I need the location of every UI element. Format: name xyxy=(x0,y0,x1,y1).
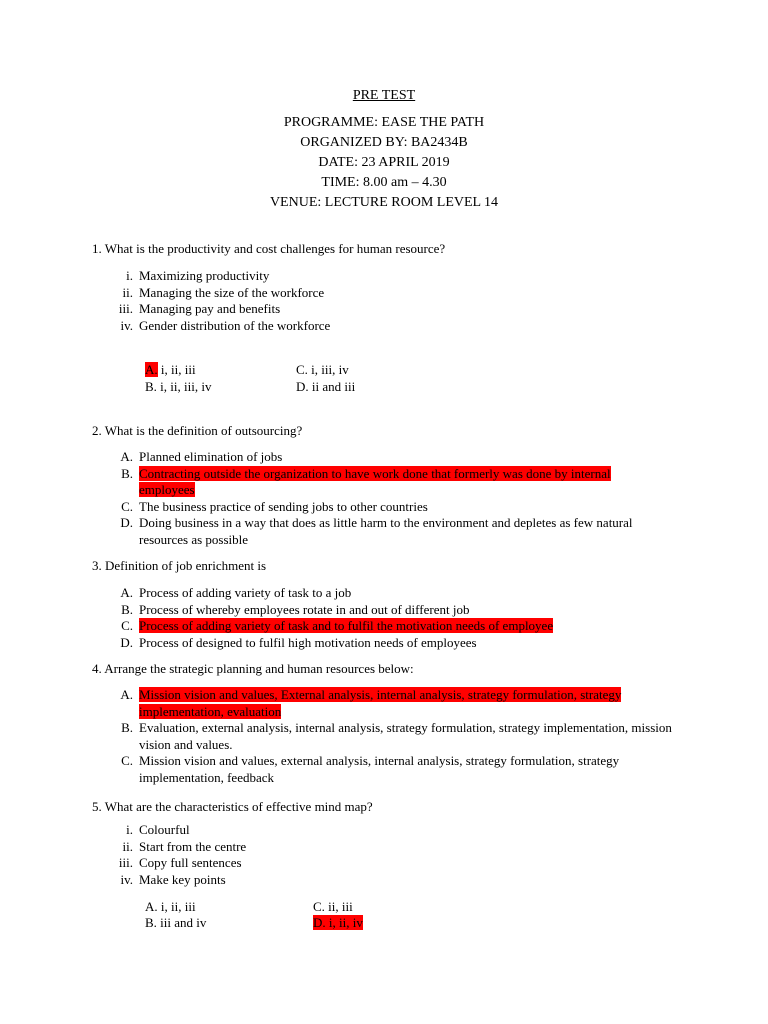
programme-line: PROGRAMME: EASE THE PATH xyxy=(283,115,485,130)
question-5-options xyxy=(90,822,690,888)
list-item: ii. Managing the size of the workforce xyxy=(122,284,325,300)
answer-choice: A. i, ii, iii xyxy=(145,899,196,914)
list-item: A. Planned elimination of jobs xyxy=(120,449,283,464)
list-item: iii. Copy full sentences xyxy=(118,855,242,870)
answer-choice: D. ii and iii xyxy=(296,379,356,394)
question-4-options xyxy=(90,687,690,786)
list-item: A. Process of adding variety of task to a job xyxy=(120,585,352,600)
answer-choice: B. iii and iv xyxy=(145,915,207,930)
answer-choice: C. i, iii, iv xyxy=(296,362,349,377)
list-item: C. Mission vision and values, external analysis, internal analysis, strategy formulation, strategy implementation, feedback xyxy=(121,753,620,785)
question-5: 5. What are the characteristics of effective mind map? xyxy=(92,799,373,814)
list-item: iv. Make key points xyxy=(120,871,226,887)
list-item: iii. Managing pay and benefits xyxy=(118,301,281,316)
list-item: iv. Gender distribution of the workforce xyxy=(120,317,331,333)
answer-choice: B. i, ii, iii, iv xyxy=(145,379,212,394)
answer-choice: A. i, ii, iii xyxy=(145,362,196,377)
list-item: B. Evaluation, external analysis, internal analysis, strategy formulation, strategy implementation, mission vision and values. xyxy=(121,720,672,752)
question-2-options xyxy=(90,449,690,548)
time-line: TIME: 8.00 am – 4.30 xyxy=(321,175,447,190)
list-item: i. Maximizing productivity xyxy=(126,268,270,283)
list-item: i. Colourful xyxy=(126,822,190,837)
list-item: D. Process of designed to fulfil high motivation needs of employees xyxy=(120,634,477,650)
list-item: D. Doing business in a way that does as little harm to the environment and depletes as few natural resources as possible xyxy=(120,515,633,547)
answer-choice: C. ii, iii xyxy=(313,899,353,914)
question-2: 2. What is the definition of outsourcing? xyxy=(92,423,303,438)
list-item: A. Mission vision and values, External analysis, internal analysis, strategy formulation, strategy implementation, evaluation xyxy=(120,687,622,719)
list-item: C. Process of adding variety of task and to fulfil the motivation needs of employee xyxy=(121,618,554,633)
answer-choice: D. i, ii, iv xyxy=(313,915,363,930)
question-3-options xyxy=(90,585,690,651)
list-item: B. Contracting outside the organization to have work done that formerly was done by internal employees xyxy=(121,465,611,497)
list-item: B. Process of whereby employees rotate in and out of different job xyxy=(121,601,470,617)
organizer-line: ORGANIZED BY: BA2434B xyxy=(300,135,468,150)
list-item: ii. Start from the centre xyxy=(122,838,247,854)
question-1: 1. What is the productivity and cost challenges for human resource? xyxy=(92,241,446,256)
list-item: C. The business practice of sending jobs to other countries xyxy=(121,498,428,514)
question-3: 3. Definition of job enrichment is xyxy=(92,558,267,573)
venue-line: VENUE: LECTURE ROOM LEVEL 14 xyxy=(269,195,499,210)
page-title: PRE TEST xyxy=(352,88,416,103)
question-4: 4. Arrange the strategic planning and human resources below: xyxy=(92,661,414,676)
date-line: DATE: 23 APRIL 2019 xyxy=(318,155,450,170)
question-1-options xyxy=(90,268,690,334)
